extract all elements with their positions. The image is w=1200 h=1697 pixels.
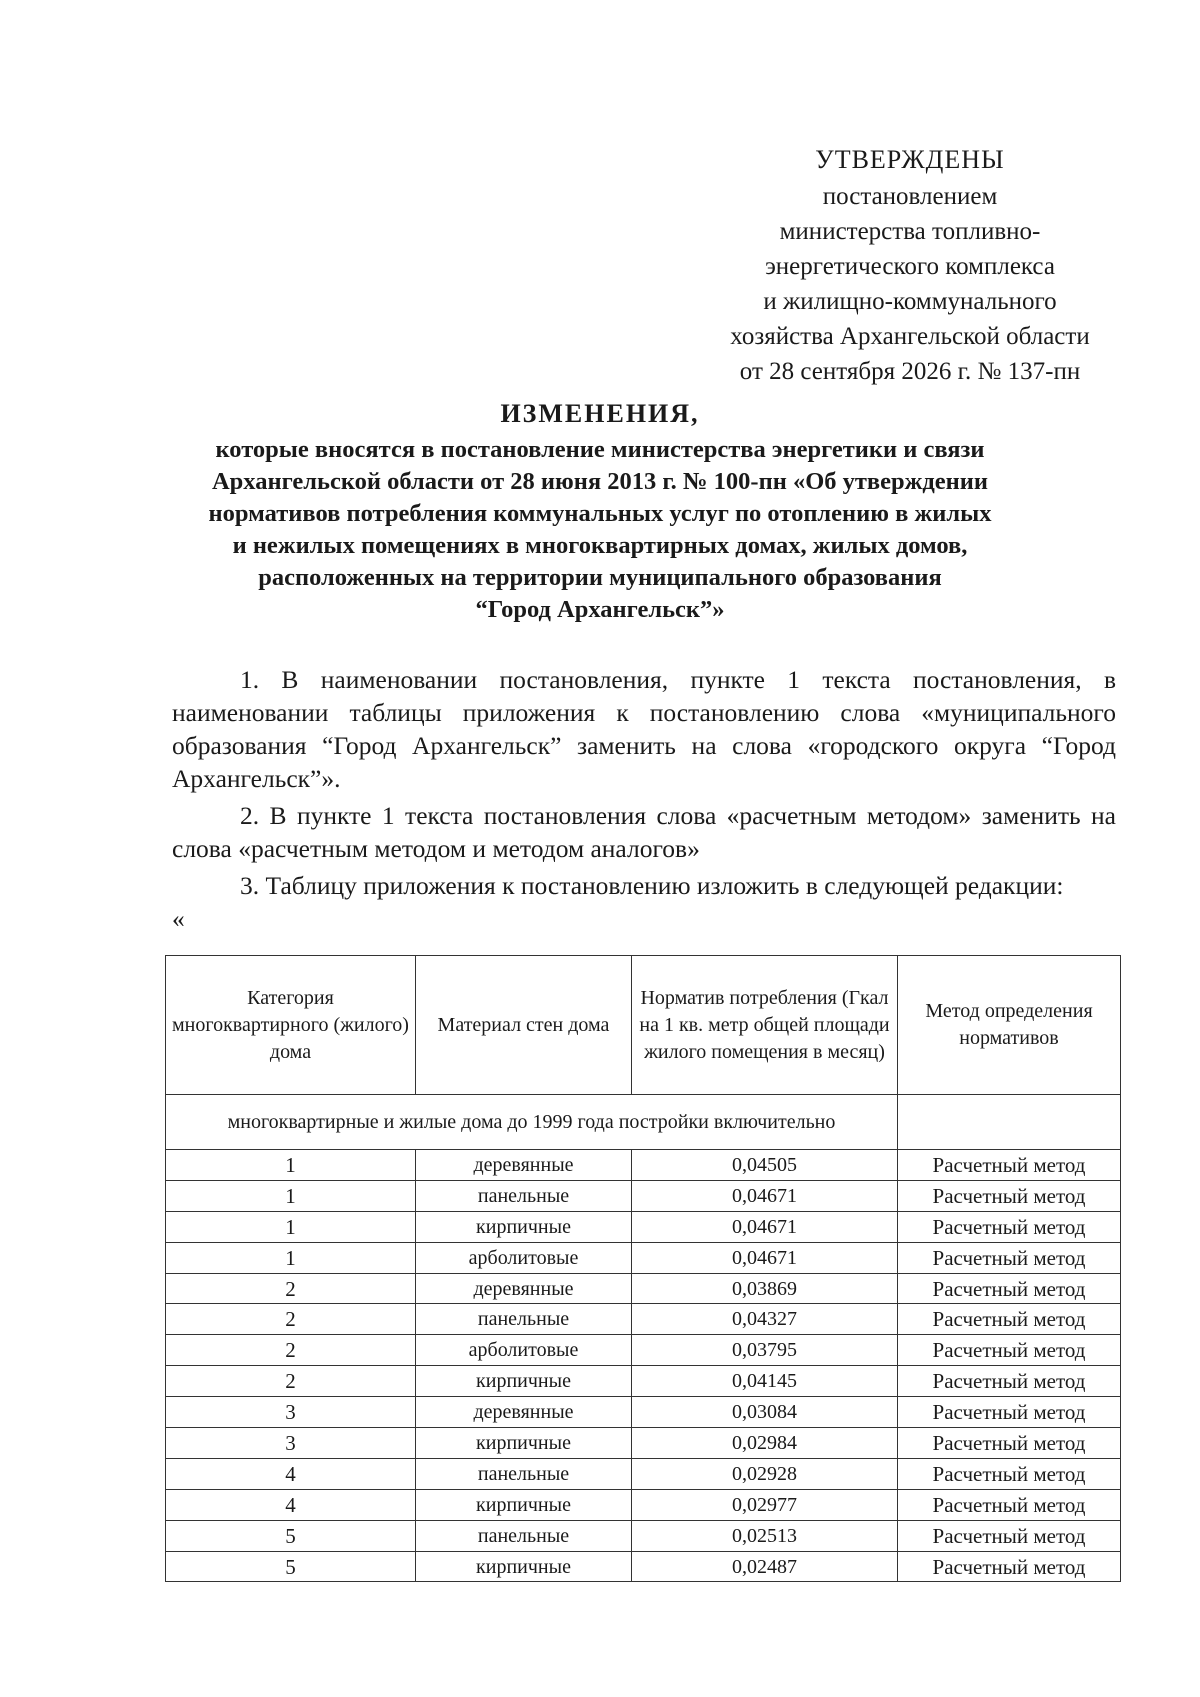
group-row-empty	[898, 1095, 1121, 1150]
document-title	[150, 398, 1050, 626]
table-row	[166, 1335, 1121, 1366]
cell-material: деревянные	[416, 1273, 632, 1304]
approval-line: от 28 сентября 2026 г. № 137-пн	[739, 358, 1081, 385]
table-row	[166, 1242, 1121, 1273]
document-body	[172, 663, 1116, 932]
cell-category: 1	[166, 1242, 416, 1273]
title-line: и нежилых помещениях в многоквартирных домах, жилых домов,	[232, 532, 968, 559]
cell-norm: 0,02513	[632, 1520, 898, 1551]
approval-line: и жилищно-коммунального	[763, 288, 1057, 315]
cell-norm: 0,04671	[632, 1180, 898, 1211]
approval-line: министерства топливно-	[779, 218, 1041, 245]
cell-material: арболитовые	[416, 1335, 632, 1366]
paragraph-2: 2. В пункте 1 текста постановления слова «расчетным методом» заменить на слова «расчетным методом и методом аналогов»	[172, 801, 1116, 863]
cell-method: Расчетный метод	[898, 1489, 1121, 1520]
group-row	[166, 1095, 1121, 1150]
cell-material: кирпичные	[416, 1551, 632, 1582]
cell-category: 1	[166, 1211, 416, 1242]
header-material: Материал стен дома	[416, 956, 632, 1095]
approval-line: постановлением	[822, 183, 998, 210]
cell-material: деревянные	[416, 1397, 632, 1428]
cell-material: панельные	[416, 1304, 632, 1335]
cell-method: Расчетный метод	[898, 1335, 1121, 1366]
cell-method: Расчетный метод	[898, 1273, 1121, 1304]
approval-stamp	[700, 142, 1120, 389]
table-row	[166, 1397, 1121, 1428]
cell-material: кирпичные	[416, 1428, 632, 1459]
cell-norm: 0,04327	[632, 1304, 898, 1335]
table-row	[166, 1428, 1121, 1459]
cell-category: 4	[166, 1458, 416, 1489]
title-line: нормативов потребления коммунальных услуг по отоплению в жилых	[208, 500, 992, 527]
cell-norm: 0,04505	[632, 1150, 898, 1181]
cell-material: панельные	[416, 1180, 632, 1211]
cell-material: панельные	[416, 1520, 632, 1551]
cell-category: 1	[166, 1180, 416, 1211]
cell-method: Расчетный метод	[898, 1428, 1121, 1459]
cell-category: 1	[166, 1150, 416, 1181]
cell-method: Расчетный метод	[898, 1397, 1121, 1428]
cell-norm: 0,03795	[632, 1335, 898, 1366]
cell-category: 3	[166, 1428, 416, 1459]
cell-norm: 0,02977	[632, 1489, 898, 1520]
cell-material: деревянные	[416, 1150, 632, 1181]
header-category: Категория многоквартирного (жилого) дома	[166, 956, 416, 1095]
title-line: Архангельской области от 28 июня 2013 г. № 100-пн «Об утверждении	[211, 468, 989, 495]
open-quote: «	[172, 904, 185, 933]
cell-category: 2	[166, 1273, 416, 1304]
cell-material: кирпичные	[416, 1489, 632, 1520]
cell-method: Расчетный метод	[898, 1366, 1121, 1397]
table-row	[166, 1551, 1121, 1582]
cell-norm: 0,04145	[632, 1366, 898, 1397]
title-line: расположенных на территории муниципального образования	[258, 564, 942, 591]
approval-heading: УТВЕРЖДЕНЫ	[815, 145, 1005, 174]
table-row	[166, 1211, 1121, 1242]
table-row	[166, 1520, 1121, 1551]
cell-norm: 0,03869	[632, 1273, 898, 1304]
table-row	[166, 1366, 1121, 1397]
cell-category: 5	[166, 1520, 416, 1551]
table-row	[166, 1273, 1121, 1304]
cell-material: панельные	[416, 1458, 632, 1489]
cell-material: кирпичные	[416, 1211, 632, 1242]
norms-table	[165, 955, 1121, 1582]
cell-category: 2	[166, 1335, 416, 1366]
cell-norm: 0,03084	[632, 1397, 898, 1428]
cell-norm: 0,02928	[632, 1458, 898, 1489]
cell-method: Расчетный метод	[898, 1458, 1121, 1489]
cell-material: арболитовые	[416, 1242, 632, 1273]
cell-norm: 0,02984	[632, 1428, 898, 1459]
header-method: Метод определения нормативов	[898, 956, 1121, 1095]
cell-category: 2	[166, 1304, 416, 1335]
table-row	[166, 1150, 1121, 1181]
group-row-label: многоквартирные и жилые дома до 1999 года постройки включительно	[166, 1095, 898, 1150]
cell-material: кирпичные	[416, 1366, 632, 1397]
cell-method: Расчетный метод	[898, 1520, 1121, 1551]
title-line: которые вносятся в постановление министерства энергетики и связи	[215, 436, 985, 463]
cell-method: Расчетный метод	[898, 1150, 1121, 1181]
cell-category: 3	[166, 1397, 416, 1428]
cell-norm: 0,04671	[632, 1211, 898, 1242]
table-row	[166, 1180, 1121, 1211]
table-row	[166, 1458, 1121, 1489]
header-norm: Норматив потребления (Гкал на 1 кв. метр общей площади жилого помещения в месяц)	[632, 956, 898, 1095]
paragraph-3: 3. Таблицу приложения к постановлению изложить в следующей редакции:	[240, 871, 1064, 900]
approval-line: энергетического комплекса	[765, 253, 1055, 280]
cell-norm: 0,04671	[632, 1242, 898, 1273]
cell-method: Расчетный метод	[898, 1304, 1121, 1335]
title-main: ИЗМЕНЕНИЯ,	[500, 399, 700, 428]
cell-method: Расчетный метод	[898, 1211, 1121, 1242]
cell-norm: 0,02487	[632, 1551, 898, 1582]
cell-category: 4	[166, 1489, 416, 1520]
cell-category: 5	[166, 1551, 416, 1582]
cell-method: Расчетный метод	[898, 1180, 1121, 1211]
cell-method: Расчетный метод	[898, 1242, 1121, 1273]
paragraph-1: 1. В наименовании постановления, пункте 1 текста постановления, в наименовании таблицы приложения к постановлению слова «муниципального образования “Город Архангельск” заменить на слова «городского округа “Город Архангельск”».	[172, 665, 1116, 793]
approval-line: хозяйства Архангельской области	[730, 323, 1090, 350]
cell-method: Расчетный метод	[898, 1551, 1121, 1582]
table-row	[166, 1489, 1121, 1520]
table-row	[166, 1304, 1121, 1335]
table-header-row	[166, 956, 1121, 1095]
title-line: “Город Архангельск”»	[475, 596, 725, 623]
cell-category: 2	[166, 1366, 416, 1397]
